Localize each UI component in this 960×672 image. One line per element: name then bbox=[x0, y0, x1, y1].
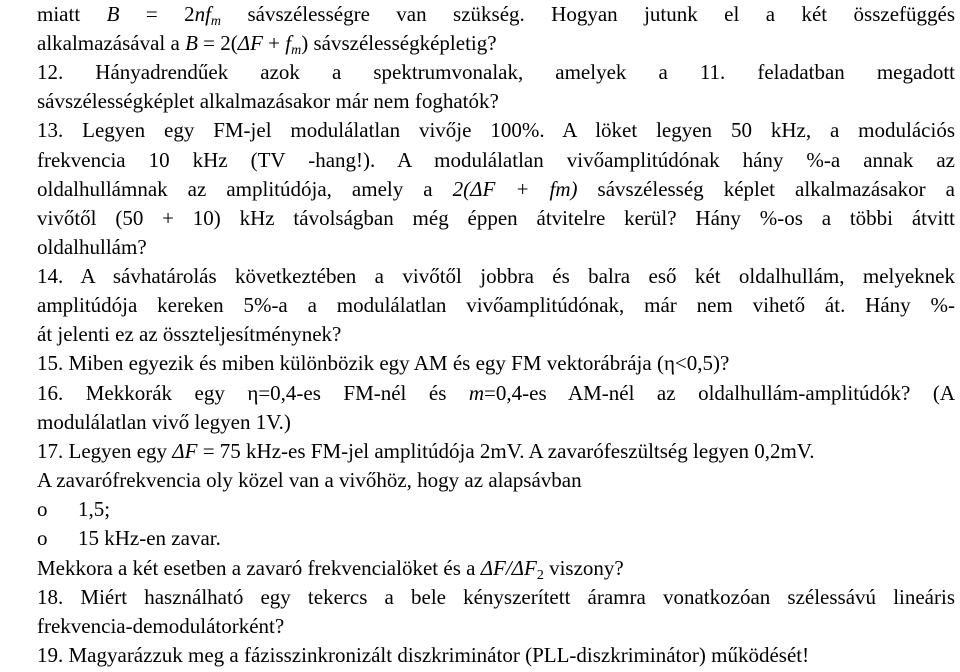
question-15-line-1: 15. Miben egyezik és miben különbözik egy AM és egy FM vektorábrája (η<0,5)? bbox=[37, 351, 730, 375]
question-18-line-1: 18. Miért használható egy tekercs a bele kényszerített áramra vonatkozóan szélessávú lineáris bbox=[37, 585, 955, 609]
question-18-line-2: frekvencia-demodulátorként? bbox=[37, 614, 285, 638]
question-17-line-1: 17. Legyen egy ΔF = 75 kHz-es FM-jel amplitúdója 2mV. A zavarófeszültség legyen 0,2mV. bbox=[37, 439, 815, 463]
bullet-item-1: 1,5; bbox=[78, 497, 111, 521]
question-13-line-4: vivőtől (50 + 10) kHz távolságban még éppen átvitelre kerül? Hány %-os a többi átvitt bbox=[37, 206, 955, 230]
question-16-line-2: modulálatlan vivő legyen 1V.) bbox=[37, 410, 291, 434]
question-14-line-3: át jelenti ez az összteljesítménynek? bbox=[37, 322, 342, 346]
question-16-line-1: 16. Mekkorák egy η=0,4-es FM-nél és m=0,4-es AM-nél az oldalhullám-amplitúdók? (A bbox=[37, 381, 955, 405]
text-line: alkalmazásával a $B = 2(\Delta F + f_m)$ sávszélességképletig? bbox=[37, 31, 497, 55]
question-12-line-2: sávszélességképlet alkalmazásakor már nem foghatók? bbox=[37, 89, 499, 113]
question-17-line-3: Mekkora a két esetben a zavaró frekvencialöket és a $\Delta F/\Delta F_2$ viszony? bbox=[37, 556, 624, 580]
text-line: miatt $B = 2nf_m$ sávszélességre van szükség. Hogyan jutunk el a két összefüggés bbox=[37, 2, 955, 26]
question-13-line-5: oldalhullám? bbox=[37, 235, 147, 259]
question-17-line-2: A zavarófrekvencia oly közel van a vivőhöz, hogy az alapsávban bbox=[37, 468, 582, 492]
question-14-line-2: amplitúdója kereken 5%-a a modulálatlan vivőamplitúdónak, már nem vihető át. Hány %- bbox=[37, 293, 955, 317]
question-12-line-1: 12. Hányadrendűek azok a spektrumvonalak, amelyek a 11. feladatban megadott bbox=[37, 60, 955, 84]
question-13-line-2: frekvencia 10 kHz (TV -hang!). A modulálatlan vivőamplitúdónak hány %-a annak az bbox=[37, 148, 955, 172]
bullet-marker: o bbox=[37, 497, 48, 521]
question-14-line-1: 14. A sávhatárolás következtében a vivőtől jobbra és balra eső két oldalhullám, melyeknek bbox=[37, 264, 955, 288]
question-19-line-1: 19. Magyarázzuk meg a fázisszinkronizált diszkriminátor (PLL-diszkriminátor) működését! bbox=[37, 643, 810, 667]
question-13-line-3: oldalhullámnak az amplitúdója, amely a 2(ΔF + fm) sávszélesség képlet alkalmazásakor a bbox=[37, 177, 955, 201]
question-13-line-1: 13. Legyen egy FM-jel modulálatlan vivője 100%. A löket legyen 50 kHz, a modulációs bbox=[37, 118, 955, 142]
bullet-item-2: 15 kHz-en zavar. bbox=[78, 526, 221, 550]
bullet-marker: o bbox=[37, 526, 48, 550]
